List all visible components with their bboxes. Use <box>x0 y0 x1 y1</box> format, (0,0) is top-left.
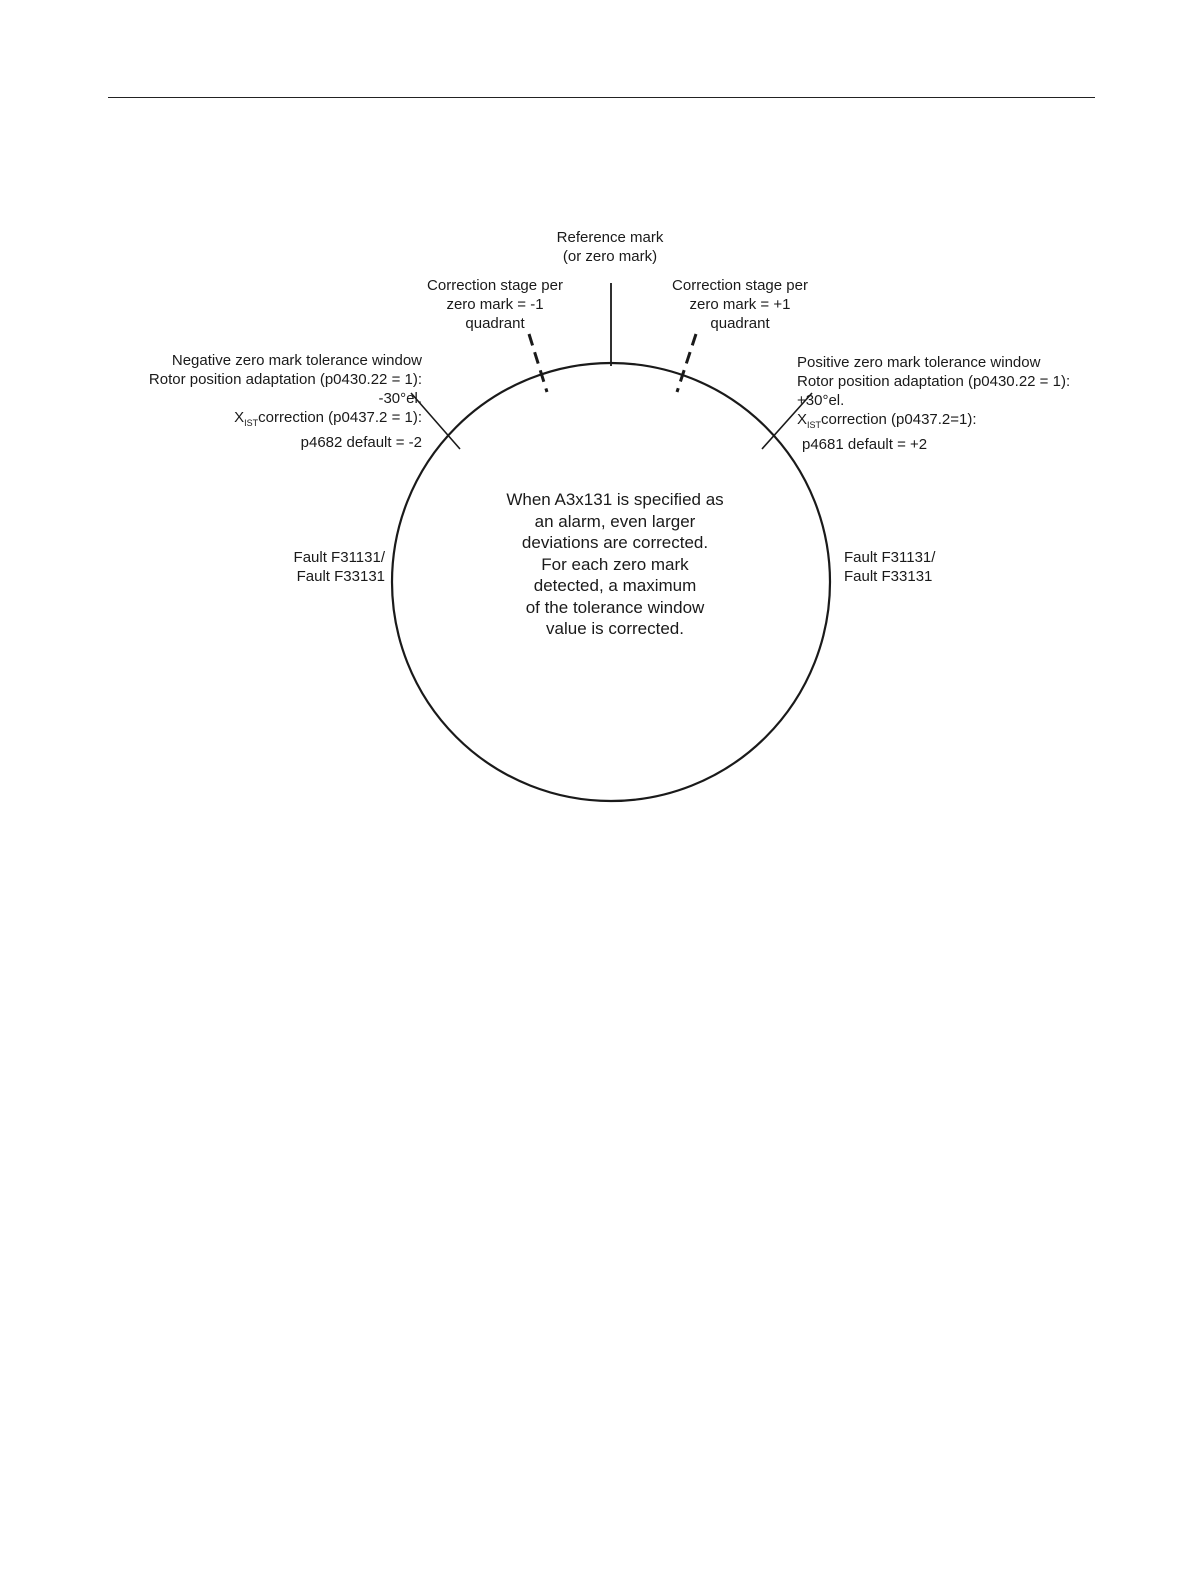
correction-pos-label <box>655 276 825 333</box>
center-note-line-6: of the tolerance window <box>525 597 705 617</box>
fault-left-line-1: Fault F31131/ <box>293 549 385 566</box>
correction-neg-line-1: Correction stage per <box>427 277 563 294</box>
fault-right-label <box>844 548 994 586</box>
center-note-line-3: deviations are corrected. <box>521 533 709 552</box>
negative-window-rotor: Rotor position adaptation (p0430.22 = 1): <box>148 371 422 388</box>
positive-window-title: Positive zero mark tolerance window <box>797 354 1041 371</box>
correction-neg-label <box>410 276 580 333</box>
negative-window-label <box>102 351 422 452</box>
center-note-line-1: When A3x131 is specified as <box>506 490 724 509</box>
fault-left-label <box>235 548 385 586</box>
center-note-line-7: value is corrected. <box>546 619 684 638</box>
center-note <box>455 489 775 640</box>
reference-mark-line-1: Reference mark <box>556 229 664 246</box>
center-note-line-5: detected, a maximum <box>533 576 697 595</box>
correction-pos-dashed-line <box>677 334 696 392</box>
correction-neg-line-3: quadrant <box>465 315 525 332</box>
fault-right-line-2: Fault F33131 <box>844 568 933 585</box>
fault-right-line-1: Fault F31131/ <box>844 549 936 566</box>
fault-left-line-2: Fault F33131 <box>296 568 385 585</box>
correction-pos-line-1: Correction stage per <box>672 277 808 294</box>
negative-window-xist: $X_{IST}correction$ (p0437.2 = 1): <box>234 409 422 428</box>
reference-mark-line-2: (or zero mark) <box>562 248 658 265</box>
positive-window-rotor: Rotor position adaptation (p0430.22 = 1): <box>797 373 1071 390</box>
correction-pos-line-3: quadrant <box>710 315 770 332</box>
positive-window-degrees: +30°el. <box>797 392 845 409</box>
positive-window-default: p4681 default = +2 <box>802 436 928 453</box>
positive-window-label <box>797 353 1097 454</box>
correction-neg-dashed-line <box>529 334 547 392</box>
center-note-line-4: For each zero mark <box>541 554 689 574</box>
negative-window-title: Negative zero mark tolerance window <box>171 352 422 369</box>
reference-mark-label <box>535 228 685 266</box>
correction-neg-line-2: zero mark = -1 <box>446 296 544 313</box>
correction-pos-line-2: zero mark = +1 <box>689 296 791 313</box>
center-note-line-2: an alarm, even larger <box>534 511 696 531</box>
negative-window-degrees: -30°el. <box>378 390 422 407</box>
negative-window-default: p4682 default = -2 <box>300 434 422 451</box>
positive-window-xist: $X_{IST}correction$ (p0437.2=1): <box>797 411 977 430</box>
